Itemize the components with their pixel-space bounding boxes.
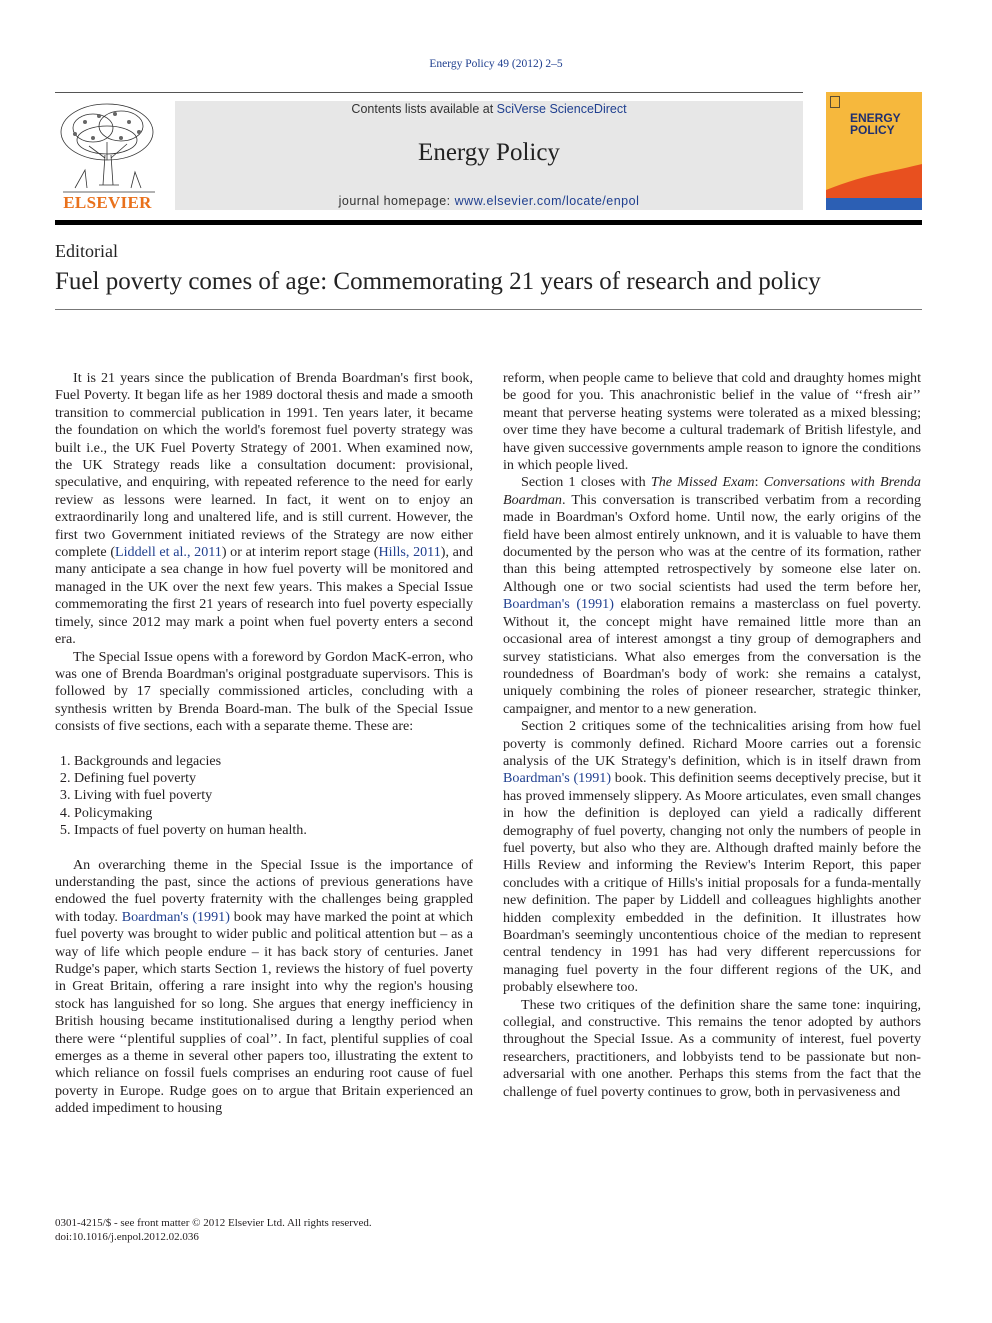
citation-link[interactable]: Energy Policy 49 (2012) 2–5 (429, 58, 563, 70)
issn-line: 0301-4215/$ - see front matter © 2012 Elsevier Ltd. All rights reserved. (55, 1217, 372, 1229)
doi-link[interactable]: doi:10.1016/j.enpol.2012.02.036 (55, 1231, 199, 1243)
homepage-prefix: journal homepage: (338, 194, 455, 208)
header-thick-rule (55, 220, 922, 225)
paragraph: reform, when people came to believe that cold and draughty homes might be good for you. This anachronistic belief in the value of ‘‘fresh air’’ meant that perverse heating systems were tolerated as a mixed blessing; over time they have become a cultural trademark of British lifestyle, and have given successive governments ample reason to ignore the conditions in which people lived. (503, 370, 921, 474)
cover-wave-graphic (826, 160, 922, 200)
list-item: 1. Backgrounds and legacies (74, 753, 473, 770)
journal-banner (175, 101, 803, 210)
article-section-type: Editorial (55, 241, 118, 261)
cover-bottom-bar (826, 198, 922, 210)
paragraph: These two critiques of the definition share the same tone: inquiring, collegial, and constructive. This remains the tenor adopted by authors throughout the Special Issue. As a community of interest, fuel poverty researchers, practitioners, and lobbyists tend to be passionate but non-adversarial with one another. Perhaps this stems from the fact that the challenge of fuel poverty continues to grow, both in pervasiveness and (503, 996, 921, 1100)
citation-ref[interactable]: Boardman's (1991) (121, 908, 230, 925)
title-rule (55, 309, 922, 310)
paragraph: Section 2 critiques some of the technicalities arising from how fuel poverty is commonly defined. Richard Moore carries out a forensic analysis of the UK Strategy's definition, which is in itself drawn from Boardman's (1991) book. This definition seems deceptively precise, but it has proved immensely slippery. As Moore articulates, even small changes in how the definition is deployed can yield a radically different demography of fuel poverty, changing not only the numbers of people in fuel poverty, but also who they are. Although drafted mainly before the Hills Review and informing the Review's Interim Report, this paper concludes with a critique of Hills's initial proposals for a funda-mentally new definition. The paper by Liddell and colleagues highlights another hidden complexity embedded in the definition. It illustrates how Boardman's seemingly uncontentious choice of the median to represent central tendency in 1991 has had very different repercussions for managing fuel poverty in the four different regions of the UK, and probably elsewhere too. (503, 718, 921, 996)
paragraph: It is 21 years since the publication of Brenda Boardman's first book, Fuel Poverty. It began life as her 1989 doctoral thesis and made a smooth transition to commercial publication in 1991. Ten years later, it became the foundation on which the world's foremost fuel poverty strategy was built i.e., the UK Fuel Poverty Strategy of 2001. When examined now, the UK Strategy reads like a consultation document: provisional, speculative, and enquiring, with repeated reference to the need for early review as lessons were learned. In fact, it went on to enjoy an extraordinarily long and unaltered life, and is still current. However, the first two Government initiated reviews of the Strategy are now either complete (Liddell et al., 2011) or at interim report stage (Hills, 2011), and many anticipate a sea change in how fuel poverty will be monitored and managed in the UK over the next few years. This makes a Special Issue commemorating the first 21 years of research into fuel poverty especially timely, since 2012 may mark a point when fuel poverty enters a second era. (55, 370, 473, 648)
list-item: 3. Living with fuel poverty (74, 787, 473, 804)
homepage-line (175, 194, 803, 208)
journal-cover-thumbnail[interactable] (826, 92, 922, 210)
cover-publisher-icon (830, 96, 840, 108)
paragraph: An overarching theme in the Special Issue is the importance of understanding the past, since the actions of previous generations have endowed the fuel poverty fraternity with the challenges being grappled with today. Boardman's (1991) book may have marked the point at which fuel poverty was brought to wider public and political attention but – as a way of life which people endure – it has back story of centuries. Janet Rudge's paper, which starts Section 1, reviews the history of fuel poverty in Great Britain, offering a rare insight into why the region's housing stock has languished for so long. She argues that energy inefficiency in British housing became institutionalised during a lengthy period when there were ‘‘plentiful supplies of coal’’. In fact, plentiful supplies of coal emerges as a theme in several other papers too, illustrating the extent to which reliance on fossil fuels comprises an enduring root cause of fuel poverty in Europe. Rudge goes on to argue that Britain experienced an added impediment to housing (55, 856, 473, 1117)
list-item: 5. Impacts of fuel poverty on human health. (74, 822, 473, 839)
header-rule (55, 92, 803, 93)
journal-citation (0, 58, 992, 70)
paragraph: Section 1 closes with The Missed Exam: Conversations with Brenda Boardman. This conversation is transcribed verbatim from a recording made in Boardman's Oxford home. Until now, the early origins of the field have been almost entirely unknown, and it is valuable to have them documented by the person who was at the centre of its formation, rather than this being attempted retrospectively by someone else later on. Although one or two social scientists had used the term before her, Boardman's (1991) elaboration remains a masterclass on fuel poverty. Without it, the concept might have remained little more than an occasional area of interest amongst a tiny group of demographers and survey statisticians. What also emerges from the conversation is the roundedness of Boardman's body of work: she remains a catalyst, uniquely combining the roles of pioneer researcher, strategic thinker, campaigner, and mentor to a new generation. (503, 474, 921, 717)
contents-line (175, 102, 803, 116)
contents-prefix: Contents lists available at (351, 102, 497, 116)
citation-ref[interactable]: Boardman's (1991) (503, 596, 614, 613)
list-item: 2. Defining fuel poverty (74, 770, 473, 787)
elsevier-wordmark: ELSEVIER (63, 193, 152, 212)
body-column-right (503, 370, 921, 1101)
list-item: 4. Policymaking (74, 805, 473, 822)
body-column-left (55, 370, 473, 1118)
cover-title-line1: ENERGY (850, 111, 901, 125)
page-footer (55, 1216, 372, 1244)
paragraph: The Special Issue opens with a foreword by Gordon MacK-erron, who was one of Brenda Boardman's original postgraduate supervisors. This is followed by 17 specially commissioned articles, concluding with a synthesis written by Brenda Board-man. The bulk of the Special Issue consists of five sections, each with a separate theme. These are: (55, 648, 473, 735)
cover-title (850, 112, 901, 136)
journal-title: Energy Policy (418, 139, 560, 166)
cover-title-line2: POLICY (850, 123, 895, 137)
citation-ref[interactable]: Liddell et al., 2011 (115, 544, 222, 561)
citation-ref[interactable]: Boardman's (1991) (503, 770, 612, 787)
homepage-link[interactable]: www.elsevier.com/locate/enpol (454, 194, 640, 208)
citation-ref[interactable]: Hills, 2011 (378, 544, 441, 561)
article-title: Fuel poverty comes of age: Commemorating 21 years of research and policy (55, 268, 821, 295)
sciencedirect-link[interactable]: SciVerse ScienceDirect (496, 102, 627, 116)
theme-list (55, 753, 473, 840)
